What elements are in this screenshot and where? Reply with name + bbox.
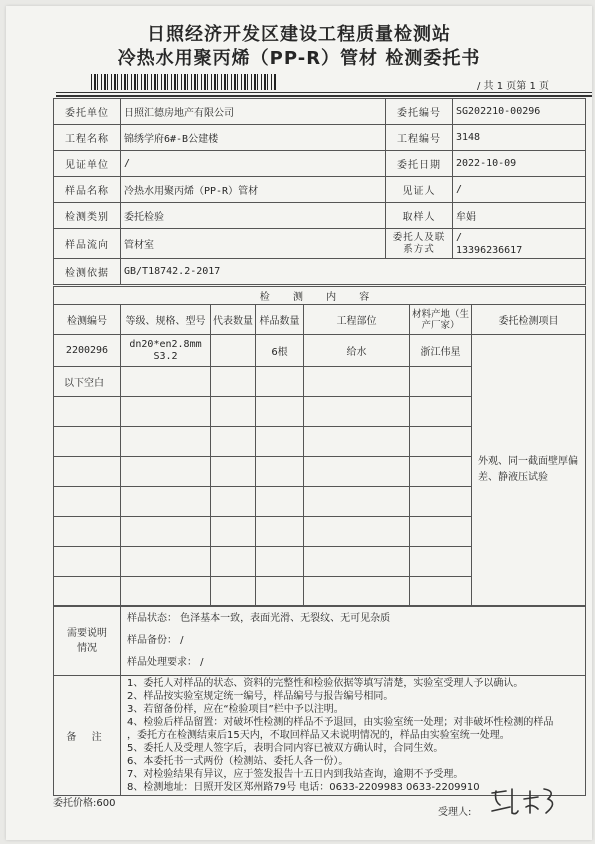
witness-unit-label: 见证单位 bbox=[54, 151, 121, 177]
client-value: 日照汇德房地产有限公司 bbox=[121, 99, 386, 125]
commission-no-value: SG202210-00296 bbox=[453, 99, 586, 125]
page-info: / 共 1 页第 1 页 bbox=[477, 81, 549, 92]
note-line: 3、若留备份样，应在“检验项目”栏中予以注明。 bbox=[127, 704, 344, 715]
document-sheet bbox=[6, 6, 592, 840]
notes-list bbox=[121, 676, 586, 796]
basis-value: GB/T18742.2-2017 bbox=[121, 259, 586, 285]
document-title: 日照经济开发区建设工程质量检测站 bbox=[147, 24, 451, 45]
remarks-label: 需要说明情况 bbox=[54, 607, 121, 676]
note-line: 1、委托人对样品的状态、资料的完整性和检验依据等填写清楚，实验室受理人予以确认。 bbox=[127, 678, 524, 689]
project-label: 工程名称 bbox=[54, 125, 121, 151]
row-rep-qty bbox=[211, 335, 256, 367]
remarks-table bbox=[53, 606, 586, 796]
flow-value: 管材室 bbox=[121, 229, 386, 259]
col-header-id: 检测编号 bbox=[54, 305, 121, 335]
date-value: 2022-10-09 bbox=[453, 151, 586, 177]
basis-label: 检测依据 bbox=[54, 259, 121, 285]
flow-label: 样品流向 bbox=[54, 229, 121, 259]
sample-backup: 样品备份： / bbox=[127, 635, 184, 646]
header-rule-thick bbox=[56, 95, 592, 97]
col-header-spec: 等级、规格、型号 bbox=[121, 305, 211, 335]
receiver-label: 受理人: bbox=[438, 807, 472, 818]
notes-label: 备 注 bbox=[54, 676, 121, 796]
col-header-items: 委托检测项目 bbox=[472, 305, 586, 335]
row-id: 2200296 bbox=[54, 335, 121, 367]
witness-label: 见证人 bbox=[386, 177, 453, 203]
note-line: ，委托方在检测结束后15天内，不取回样品又未说明情况的，样品由实验室统一处理。 bbox=[127, 730, 510, 741]
sample-label: 样品名称 bbox=[54, 177, 121, 203]
col-header-sample-qty: 样品数量 bbox=[256, 305, 304, 335]
col-header-location: 工程部位 bbox=[304, 305, 410, 335]
project-no-label: 工程编号 bbox=[386, 125, 453, 151]
barcode bbox=[91, 74, 277, 90]
row-sample-qty: 6根 bbox=[256, 335, 304, 367]
sample-state: 样品状态： 色泽基本一致，表面光滑、无裂纹、无可见杂质 bbox=[127, 613, 391, 624]
note-line: 8、检测地址：日照开发区郑州路79号 电话：0633-2209983 0633-2209910 bbox=[127, 782, 480, 793]
row-origin: 浙江伟星 bbox=[410, 335, 472, 367]
blank-marker: 以下空白 bbox=[54, 367, 121, 397]
note-line: 2、样品按实验室规定统一编号，样品编号与报告编号相同。 bbox=[127, 691, 394, 702]
sample-value: 冷热水用聚丙烯（PP-R）管材 bbox=[121, 177, 386, 203]
project-value: 锦绣学府6#-B公建楼 bbox=[121, 125, 386, 151]
date-label: 委托日期 bbox=[386, 151, 453, 177]
row-location: 给水 bbox=[304, 335, 410, 367]
content-table bbox=[53, 286, 586, 606]
table-row bbox=[54, 335, 586, 367]
content-section-label: 检 测 内 容 bbox=[54, 287, 586, 305]
commission-no-label: 委托编号 bbox=[386, 99, 453, 125]
type-label: 检测类别 bbox=[54, 203, 121, 229]
receiver-signature bbox=[486, 783, 566, 819]
note-line: 6、本委托书一式两份（检测站、委托人各一份）。 bbox=[127, 756, 349, 767]
row-spec-line2: S3.2 bbox=[153, 350, 178, 362]
info-table bbox=[53, 98, 586, 285]
col-header-origin: 材料产地（生产厂家） bbox=[410, 305, 472, 335]
project-no-value: 3148 bbox=[453, 125, 586, 151]
row-spec-line1: dn20*en2.8mm bbox=[129, 338, 202, 350]
witness-unit-value: / bbox=[121, 151, 386, 177]
sample-handling: 样品处理要求： / bbox=[127, 657, 204, 668]
type-value: 委托检验 bbox=[121, 203, 386, 229]
commission-price: 委托价格:600 bbox=[53, 798, 116, 809]
document-subtitle: 冷热水用聚丙烯（PP-R）管材 检测委托书 bbox=[117, 48, 481, 69]
note-line: 7、对检验结果有异议，应于签发报告十五日内到我站查询，逾期不予受理。 bbox=[127, 769, 464, 780]
contact-phone: 13396236617 bbox=[456, 244, 523, 256]
contact-name: / bbox=[456, 231, 463, 243]
note-line: 4、检验后样品留置：对破坏性检测的样品不予退回，由实验室统一处理；对非破坏性检测的样品 bbox=[127, 717, 554, 728]
witness-value: / bbox=[453, 177, 586, 203]
header-rule bbox=[56, 92, 592, 93]
sampler-value: 牟娟 bbox=[453, 203, 586, 229]
requested-items: 外观、同一截面壁厚偏差、静液压试验 bbox=[472, 335, 586, 606]
contact-label: 委托人及联系方式 bbox=[386, 229, 453, 259]
client-label: 委托单位 bbox=[54, 99, 121, 125]
note-line: 5、委托人及受理人签字后，表明合同内容已被双方确认时，合同生效。 bbox=[127, 743, 444, 754]
col-header-rep-qty: 代表数量 bbox=[211, 305, 256, 335]
sampler-label: 取样人 bbox=[386, 203, 453, 229]
